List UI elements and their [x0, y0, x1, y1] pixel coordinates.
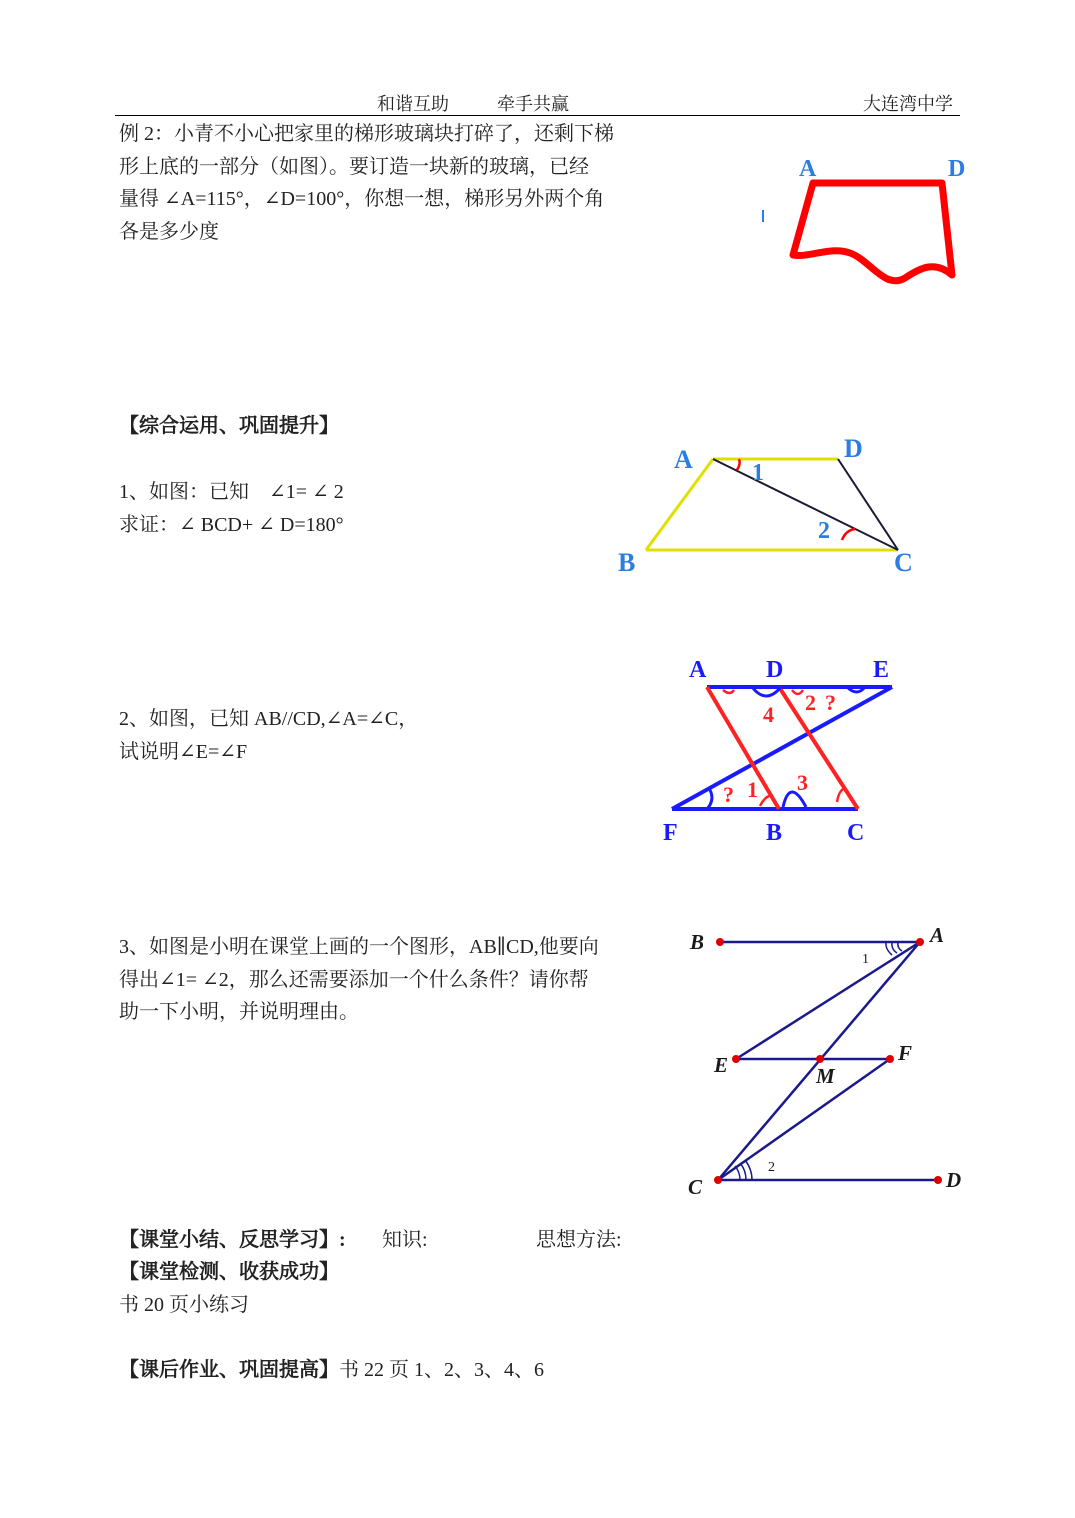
check-title: 【课堂检测、收获成功】 — [119, 1261, 339, 1283]
angle-1-arc — [892, 942, 897, 953]
problem3-line: 3、如图是小明在课堂上画的一个图形，AB∥CD,他要向 — [119, 936, 599, 958]
angle-label-1: 1 — [752, 460, 764, 486]
label-d: D — [844, 434, 863, 463]
angle-label-2: 2 — [818, 518, 830, 544]
angle-1-arc — [737, 459, 740, 470]
header-motto-right: 牵手共赢 — [497, 94, 569, 114]
check-text: 书 20 页小练习 — [119, 1294, 249, 1316]
label-a: A — [689, 657, 707, 683]
label-a: A — [930, 923, 945, 947]
point-e — [732, 1055, 740, 1063]
label-b: B — [766, 820, 783, 846]
label-a: A — [674, 445, 693, 474]
angle-1-arc — [886, 942, 892, 955]
label-d: D — [948, 156, 966, 182]
angle-f-arc — [707, 790, 712, 809]
angle-2-arc — [735, 1166, 740, 1180]
point-c — [714, 1176, 722, 1184]
label-f: F — [663, 820, 678, 846]
example2-line: 量得 ∠A=115°，∠D=100°，你想一想，梯形另外两个角 — [119, 188, 605, 210]
problem3-line: 助一下小明，并说明理由。 — [119, 1001, 359, 1023]
angle-label-2: 2 — [805, 690, 816, 715]
summary-knowledge: 知识: — [382, 1229, 428, 1251]
label-e: E — [714, 1053, 729, 1077]
problem2-line: 2、如图，已知 AB//CD,∠A=∠C， — [119, 708, 419, 730]
label-b: B — [618, 548, 636, 577]
example2-line: 例 2：小青不小心把家里的梯形玻璃块打碎了，还剩下梯 — [119, 123, 614, 145]
angle-a-arc — [723, 690, 734, 693]
trapezoid-abcd-figure — [610, 430, 950, 580]
homework-line — [119, 1354, 544, 1387]
label-d: D — [766, 657, 784, 683]
label-c: C — [688, 1175, 703, 1199]
problem3-line: 得出∠1= ∠2，那么还需要添加一个什么条件？请你帮 — [119, 968, 589, 991]
angle-d-arc — [792, 690, 803, 694]
label-b: B — [690, 930, 705, 954]
point-f — [886, 1055, 894, 1063]
header-school: 大连湾中学 — [863, 94, 953, 114]
diagonal-ac — [713, 459, 898, 550]
angle-label-question-f: ? — [723, 782, 734, 807]
label-m: M — [816, 1064, 835, 1088]
label-c: C — [894, 548, 913, 577]
angle-label-1: 1 — [747, 777, 758, 802]
label-a: A — [799, 156, 817, 182]
trapezoid-fragment — [793, 183, 952, 281]
problem1-text — [119, 476, 344, 541]
homework-title: 【课后作业、巩固提高】 — [119, 1359, 339, 1381]
example2-text — [119, 118, 614, 248]
label-f: F — [898, 1041, 913, 1065]
angle-label-1: 1 — [862, 952, 869, 967]
angle-1-arc — [898, 942, 902, 951]
line-ef — [672, 687, 892, 809]
homework-text: 书 22 页 1、2、3、4、6 — [339, 1359, 544, 1381]
problem2-text — [119, 703, 418, 768]
problem2-line: 试说明∠E=∠F — [119, 740, 248, 763]
angle-2-arc — [740, 1163, 746, 1180]
label-c: C — [847, 820, 865, 846]
summary-title: 【课堂小结、反思学习】: — [119, 1229, 346, 1251]
point-d — [934, 1176, 942, 1184]
angle-label-2: 2 — [768, 1160, 775, 1175]
broken-trapezoid-figure — [755, 150, 975, 290]
angle-1-arc — [760, 795, 772, 806]
label-d: D — [946, 1168, 962, 1192]
example2-line: 各是多少度 — [119, 220, 219, 243]
point-m — [816, 1055, 824, 1063]
z-figure — [680, 920, 980, 1210]
label-e: E — [873, 657, 890, 683]
line-ae — [736, 942, 920, 1059]
angle-label-3: 3 — [797, 770, 808, 795]
parallel-lines-figure — [655, 650, 905, 850]
header-rule — [115, 115, 960, 116]
problem1-line: 1、如图：已知 ∠1= ∠ 2 — [119, 481, 344, 503]
section-apply-title: 【综合运用、巩固提升】 — [119, 415, 339, 437]
point-b — [716, 938, 724, 946]
example2-line: 形上底的一部分（如图）。要订造一块新的玻璃，已经 — [119, 155, 589, 178]
summary-method: 思想方法: — [536, 1229, 622, 1251]
point-a — [916, 938, 924, 946]
angle-label-question-e: ? — [825, 690, 836, 715]
problem3-text — [119, 931, 599, 1029]
angle-2-arc — [842, 529, 855, 540]
angle-label-4: 4 — [763, 702, 774, 727]
header-motto-left: 和谐互助 — [377, 94, 449, 114]
problem1-line: 求证：∠ BCD+ ∠ D=180° — [119, 513, 344, 536]
